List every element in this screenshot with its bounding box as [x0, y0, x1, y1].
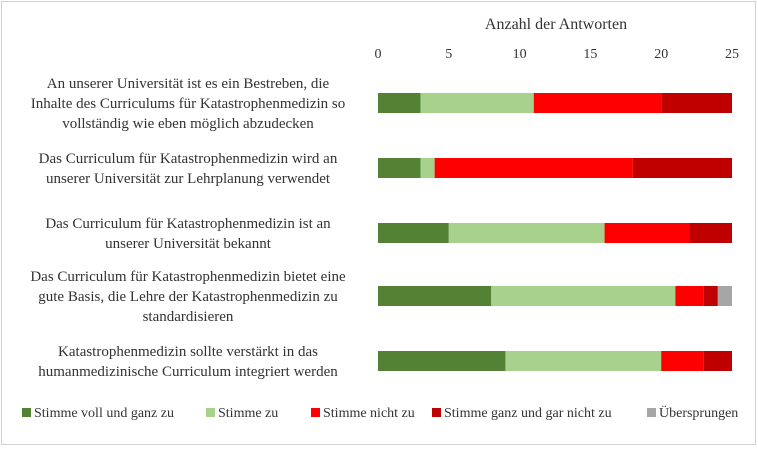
x-axis-title: Anzahl der Antworten: [484, 16, 628, 33]
legend-label: Stimme ganz und gar nicht zu: [444, 406, 612, 421]
x-tick-label: 15: [583, 47, 598, 62]
bar-segment: [675, 286, 703, 306]
category-label: Das Curriculum für Katastrophenmedizin wird an unserer Universität zur Lehrplanung verwendet: [38, 151, 338, 187]
bar-segment: [690, 223, 732, 243]
category-label: Katastrophenmedizin sollte verstärkt in das humanmedizinische Curriculum integriert werden: [38, 344, 338, 380]
bar-segment: [420, 158, 434, 178]
stacked-bar-chart: [2, 2, 757, 446]
bar-segment: [378, 93, 420, 113]
bar-segment: [718, 286, 732, 306]
legend-item: [206, 406, 278, 421]
legend-label: Stimme nicht zu: [323, 406, 415, 421]
bar-segment: [420, 93, 533, 113]
category-label: Das Curriculum für Katastrophenmedizin bietet eine gute Basis, die Lehre der Katastrophenmedizin zu standardisieren: [30, 269, 346, 325]
legend-label: Stimme zu: [218, 406, 279, 421]
legend-item: [647, 404, 738, 421]
legend-item: [22, 406, 174, 421]
bar-segment: [633, 158, 732, 178]
bar-segment: [491, 286, 675, 306]
legend-swatch: [22, 408, 31, 417]
legend-item: [311, 406, 415, 421]
category-label: An unserer Universität ist es ein Bestreben, die Inhalte des Curriculums für Katastrophenmedizin so vollständig wie eben möglich abzudecken: [30, 76, 346, 132]
legend-swatch: [206, 408, 215, 417]
x-tick-label: 25: [725, 47, 739, 62]
category-label: Das Curriculum für Katastrophenmedizin ist an unserer Universität bekannt: [45, 216, 331, 252]
legend-label: Übersprungen: [659, 406, 739, 421]
x-tick-label: 5: [445, 47, 453, 62]
legend-swatch: [311, 408, 320, 417]
bar-segment: [378, 286, 491, 306]
x-tick-label: 10: [512, 47, 527, 62]
bar-segment: [505, 351, 661, 371]
chart-frame: [1, 1, 756, 445]
bar-segment: [661, 93, 732, 113]
bar-segment: [704, 351, 732, 371]
legend-swatch: [432, 408, 441, 417]
bar-segment: [449, 223, 605, 243]
bar-segment: [605, 223, 690, 243]
bar-segment: [378, 351, 505, 371]
x-tick-label: 20: [654, 47, 669, 62]
legend-label: Stimme voll und ganz zu: [34, 406, 174, 421]
bar-segment: [378, 223, 449, 243]
bar-segment: [435, 158, 633, 178]
legend-item: [432, 406, 612, 421]
bar-segment: [534, 93, 661, 113]
bar-segment: [704, 286, 718, 306]
bar-segment: [661, 351, 703, 371]
x-tick-label: 0: [374, 47, 382, 62]
legend-swatch: [647, 408, 656, 417]
bar-segment: [378, 158, 420, 178]
